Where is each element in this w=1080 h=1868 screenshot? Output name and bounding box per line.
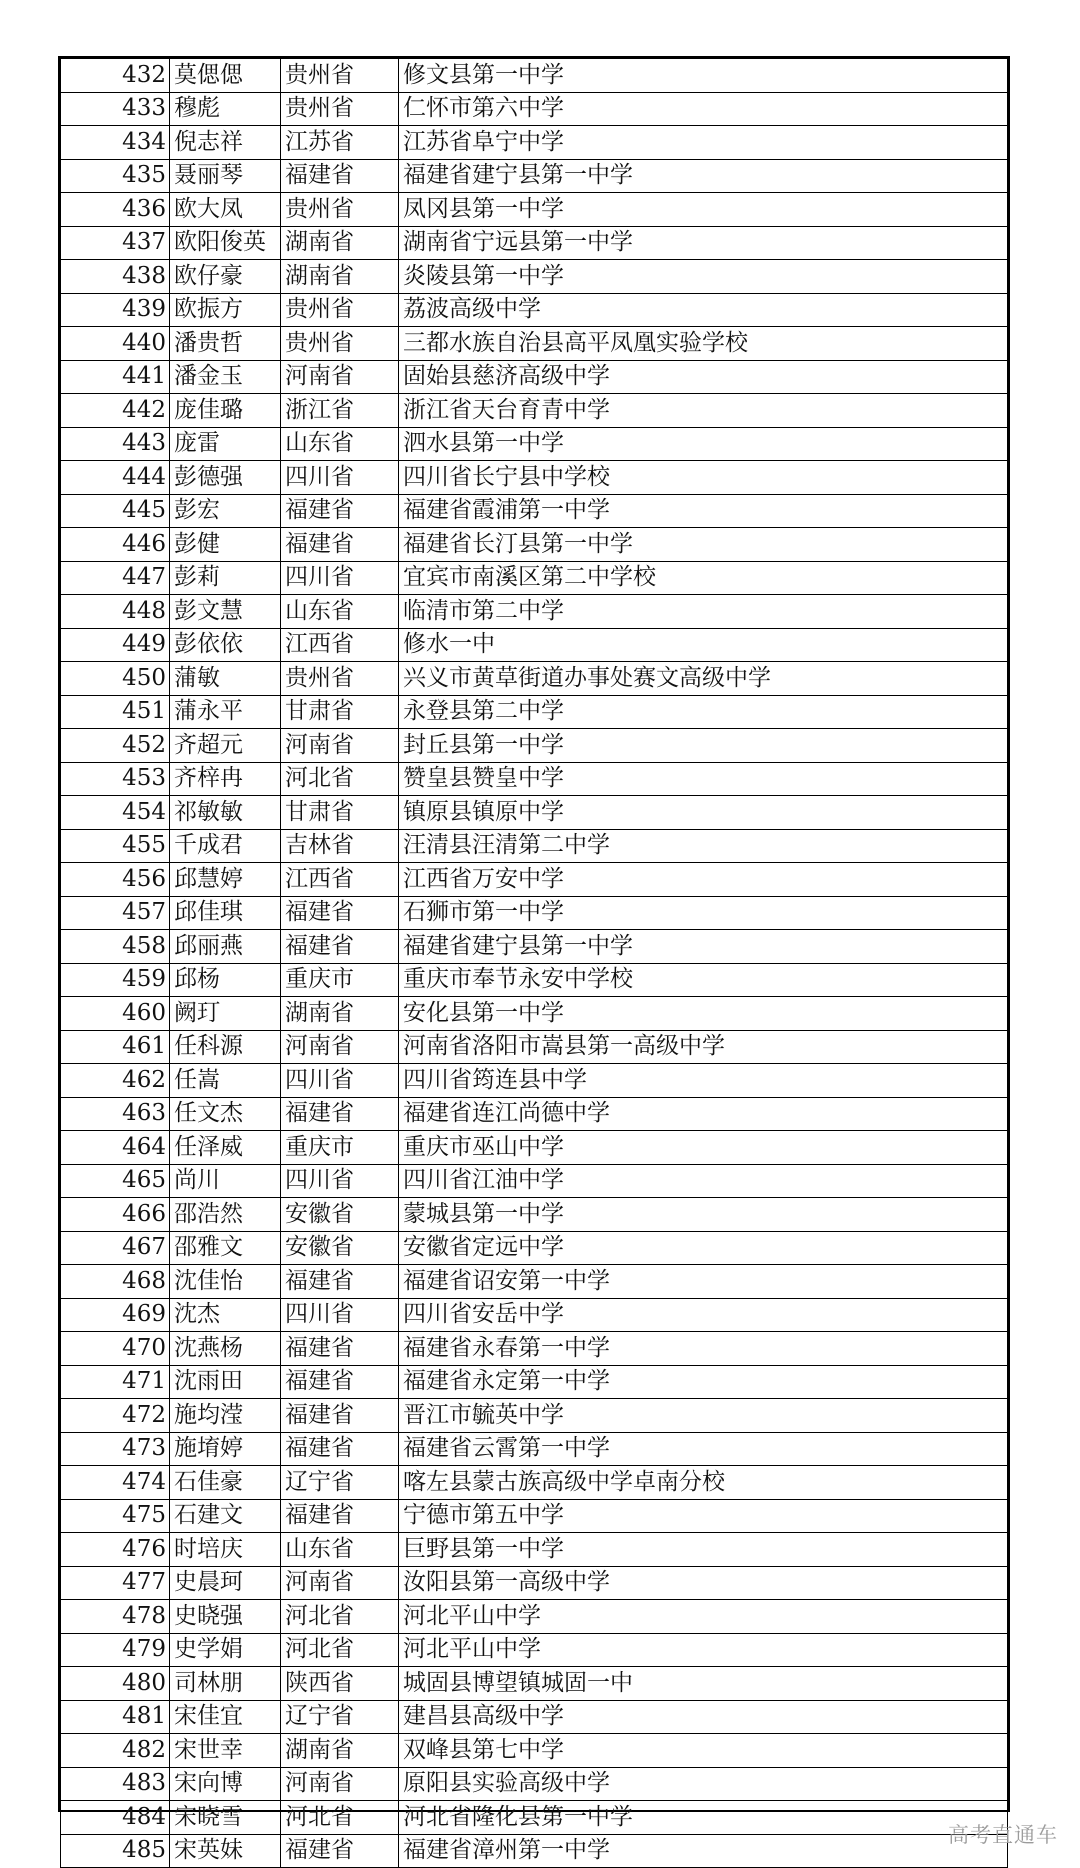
table-row — [61, 394, 1008, 428]
cell-name: 聂丽琴 — [170, 159, 281, 193]
cell-school: 河北平山中学 — [399, 1600, 1008, 1634]
table-row — [61, 1767, 1008, 1801]
cell-name: 彭文慧 — [170, 595, 281, 629]
cell-school: 河北省隆化县第一中学 — [399, 1801, 1008, 1835]
cell-name: 史晨珂 — [170, 1566, 281, 1600]
cell-province: 山东省 — [281, 427, 399, 461]
cell-name: 阙玎 — [170, 997, 281, 1031]
cell-name: 任科源 — [170, 1030, 281, 1064]
cell-province: 河南省 — [281, 1030, 399, 1064]
cell-school: 三都水族自治县高平凤凰实验学校 — [399, 327, 1008, 361]
cell-province: 福建省 — [281, 930, 399, 964]
cell-name: 彭莉 — [170, 561, 281, 595]
cell-number: 457 — [61, 896, 170, 930]
cell-name: 史学娟 — [170, 1633, 281, 1667]
table-row — [61, 1131, 1008, 1165]
cell-name: 祁敏敏 — [170, 796, 281, 830]
cell-number: 484 — [61, 1801, 170, 1835]
cell-name: 沈雨田 — [170, 1365, 281, 1399]
cell-province: 四川省 — [281, 561, 399, 595]
cell-school: 修水一中 — [399, 628, 1008, 662]
cell-name: 宋晓雪 — [170, 1801, 281, 1835]
cell-name: 沈燕杨 — [170, 1332, 281, 1366]
cell-school: 宜宾市南溪区第二中学校 — [399, 561, 1008, 595]
cell-number: 433 — [61, 92, 170, 126]
table-row — [61, 829, 1008, 863]
cell-name: 史晓强 — [170, 1600, 281, 1634]
cell-name: 宋佳宜 — [170, 1700, 281, 1734]
cell-school: 炎陵县第一中学 — [399, 260, 1008, 294]
cell-name: 施堉婷 — [170, 1432, 281, 1466]
table-row — [61, 1064, 1008, 1098]
cell-number: 479 — [61, 1633, 170, 1667]
cell-number: 436 — [61, 193, 170, 227]
cell-school: 仁怀市第六中学 — [399, 92, 1008, 126]
table-row — [61, 126, 1008, 160]
cell-province: 福建省 — [281, 896, 399, 930]
table-row — [61, 1432, 1008, 1466]
cell-number: 478 — [61, 1600, 170, 1634]
table-row — [61, 1265, 1008, 1299]
cell-school: 福建省永春第一中学 — [399, 1332, 1008, 1366]
cell-school: 原阳县实验高级中学 — [399, 1767, 1008, 1801]
cell-name: 欧仔豪 — [170, 260, 281, 294]
cell-province: 贵州省 — [281, 59, 399, 93]
cell-number: 448 — [61, 595, 170, 629]
cell-province: 福建省 — [281, 1365, 399, 1399]
table-row — [61, 1198, 1008, 1232]
cell-number: 434 — [61, 126, 170, 160]
cell-number: 449 — [61, 628, 170, 662]
table-row — [61, 494, 1008, 528]
cell-number: 453 — [61, 762, 170, 796]
cell-school: 兴义市黄草街道办事处赛文高级中学 — [399, 662, 1008, 696]
cell-province: 贵州省 — [281, 327, 399, 361]
cell-school: 湖南省宁远县第一中学 — [399, 226, 1008, 260]
table-row — [61, 1332, 1008, 1366]
table-row — [61, 628, 1008, 662]
cell-number: 452 — [61, 729, 170, 763]
cell-number: 462 — [61, 1064, 170, 1098]
cell-province: 福建省 — [281, 1499, 399, 1533]
cell-school: 福建省云霄第一中学 — [399, 1432, 1008, 1466]
cell-school: 临清市第二中学 — [399, 595, 1008, 629]
cell-school: 重庆市奉节永安中学校 — [399, 963, 1008, 997]
cell-province: 贵州省 — [281, 662, 399, 696]
table-row — [61, 762, 1008, 796]
table-row — [61, 1734, 1008, 1768]
cell-number: 444 — [61, 461, 170, 495]
cell-province: 甘肃省 — [281, 796, 399, 830]
cell-number: 469 — [61, 1298, 170, 1332]
cell-name: 尚川 — [170, 1164, 281, 1198]
table-row — [61, 863, 1008, 897]
cell-name: 欧大凤 — [170, 193, 281, 227]
table-row — [61, 528, 1008, 562]
cell-number: 460 — [61, 997, 170, 1031]
cell-number: 432 — [61, 59, 170, 93]
cell-name: 蒲永平 — [170, 695, 281, 729]
table-row — [61, 1097, 1008, 1131]
cell-name: 宋世幸 — [170, 1734, 281, 1768]
cell-name: 邵雅文 — [170, 1231, 281, 1265]
cell-number: 450 — [61, 662, 170, 696]
cell-school: 福建省霞浦第一中学 — [399, 494, 1008, 528]
table-row — [61, 1533, 1008, 1567]
table-row — [61, 1030, 1008, 1064]
cell-number: 445 — [61, 494, 170, 528]
cell-school: 泗水县第一中学 — [399, 427, 1008, 461]
cell-province: 辽宁省 — [281, 1700, 399, 1734]
table-row — [61, 159, 1008, 193]
cell-school: 河北平山中学 — [399, 1633, 1008, 1667]
cell-school: 福建省诏安第一中学 — [399, 1265, 1008, 1299]
cell-name: 宋向博 — [170, 1767, 281, 1801]
cell-school: 蒙城县第一中学 — [399, 1198, 1008, 1232]
cell-province: 河南省 — [281, 1566, 399, 1600]
cell-name: 石建文 — [170, 1499, 281, 1533]
cell-school: 喀左县蒙古族高级中学卓南分校 — [399, 1466, 1008, 1500]
table-row — [61, 193, 1008, 227]
table-row — [61, 1231, 1008, 1265]
cell-name: 庞雷 — [170, 427, 281, 461]
cell-number: 463 — [61, 1097, 170, 1131]
cell-name: 彭德强 — [170, 461, 281, 495]
cell-school: 福建省建宁县第一中学 — [399, 159, 1008, 193]
cell-province: 四川省 — [281, 461, 399, 495]
table-row — [61, 1566, 1008, 1600]
table-row — [61, 729, 1008, 763]
cell-school: 建昌县高级中学 — [399, 1700, 1008, 1734]
table-row — [61, 1499, 1008, 1533]
cell-school: 福建省连江尚德中学 — [399, 1097, 1008, 1131]
cell-province: 福建省 — [281, 1332, 399, 1366]
cell-province: 陕西省 — [281, 1667, 399, 1701]
cell-name: 任泽威 — [170, 1131, 281, 1165]
cell-name: 任文杰 — [170, 1097, 281, 1131]
cell-province: 福建省 — [281, 1097, 399, 1131]
cell-school: 四川省安岳中学 — [399, 1298, 1008, 1332]
cell-name: 潘金玉 — [170, 360, 281, 394]
cell-number: 437 — [61, 226, 170, 260]
cell-school: 安徽省定远中学 — [399, 1231, 1008, 1265]
cell-name: 欧阳俊英 — [170, 226, 281, 260]
cell-province: 重庆市 — [281, 1131, 399, 1165]
cell-province: 河北省 — [281, 762, 399, 796]
cell-school: 四川省江油中学 — [399, 1164, 1008, 1198]
cell-name: 欧振方 — [170, 293, 281, 327]
cell-school: 汝阳县第一高级中学 — [399, 1566, 1008, 1600]
cell-province: 湖南省 — [281, 997, 399, 1031]
table-row — [61, 1600, 1008, 1634]
cell-number: 482 — [61, 1734, 170, 1768]
cell-school: 双峰县第七中学 — [399, 1734, 1008, 1768]
cell-number: 475 — [61, 1499, 170, 1533]
table-row — [61, 461, 1008, 495]
table-row — [61, 1365, 1008, 1399]
cell-province: 贵州省 — [281, 293, 399, 327]
cell-number: 441 — [61, 360, 170, 394]
cell-name: 施均滢 — [170, 1399, 281, 1433]
cell-name: 齐超元 — [170, 729, 281, 763]
table-row — [61, 427, 1008, 461]
table-row — [61, 293, 1008, 327]
table-row — [61, 1298, 1008, 1332]
cell-number: 435 — [61, 159, 170, 193]
cell-province: 福建省 — [281, 1265, 399, 1299]
table-row — [61, 1834, 1008, 1868]
table-row — [61, 561, 1008, 595]
cell-province: 福建省 — [281, 1399, 399, 1433]
cell-school: 福建省长汀县第一中学 — [399, 528, 1008, 562]
table-row — [61, 360, 1008, 394]
cell-school: 四川省筠连县中学 — [399, 1064, 1008, 1098]
cell-province: 河北省 — [281, 1633, 399, 1667]
cell-number: 471 — [61, 1365, 170, 1399]
cell-school: 赞皇县赞皇中学 — [399, 762, 1008, 796]
table-row — [61, 260, 1008, 294]
cell-province: 河北省 — [281, 1801, 399, 1835]
table-row — [61, 963, 1008, 997]
cell-province: 四川省 — [281, 1064, 399, 1098]
cell-province: 河南省 — [281, 729, 399, 763]
cell-number: 467 — [61, 1231, 170, 1265]
cell-province: 河南省 — [281, 360, 399, 394]
cell-name: 庞佳璐 — [170, 394, 281, 428]
cell-number: 476 — [61, 1533, 170, 1567]
cell-province: 重庆市 — [281, 963, 399, 997]
cell-number: 439 — [61, 293, 170, 327]
cell-number: 464 — [61, 1131, 170, 1165]
cell-number: 470 — [61, 1332, 170, 1366]
cell-school: 石狮市第一中学 — [399, 896, 1008, 930]
cell-province: 江西省 — [281, 628, 399, 662]
cell-school: 荔波高级中学 — [399, 293, 1008, 327]
cell-school: 江西省万安中学 — [399, 863, 1008, 897]
cell-province: 福建省 — [281, 159, 399, 193]
table-row — [61, 662, 1008, 696]
cell-school: 浙江省天台育青中学 — [399, 394, 1008, 428]
cell-number: 456 — [61, 863, 170, 897]
table-row — [61, 695, 1008, 729]
cell-province: 江苏省 — [281, 126, 399, 160]
table-row — [61, 595, 1008, 629]
cell-name: 莫偲偲 — [170, 59, 281, 93]
table-row — [61, 92, 1008, 126]
cell-school: 城固县博望镇城固一中 — [399, 1667, 1008, 1701]
cell-name: 沈杰 — [170, 1298, 281, 1332]
cell-name: 时培庆 — [170, 1533, 281, 1567]
cell-name: 蒲敏 — [170, 662, 281, 696]
cell-number: 438 — [61, 260, 170, 294]
cell-province: 福建省 — [281, 1432, 399, 1466]
table-row — [61, 1700, 1008, 1734]
cell-name: 邵浩然 — [170, 1198, 281, 1232]
cell-number: 451 — [61, 695, 170, 729]
cell-number: 447 — [61, 561, 170, 595]
cell-name: 彭健 — [170, 528, 281, 562]
cell-school: 安化县第一中学 — [399, 997, 1008, 1031]
cell-province: 山东省 — [281, 595, 399, 629]
cell-province: 甘肃省 — [281, 695, 399, 729]
cell-province: 河北省 — [281, 1600, 399, 1634]
cell-school: 固始县慈济高级中学 — [399, 360, 1008, 394]
cell-school: 福建省漳州第一中学 — [399, 1834, 1008, 1868]
cell-school: 宁德市第五中学 — [399, 1499, 1008, 1533]
table-row — [61, 59, 1008, 93]
cell-school: 晋江市毓英中学 — [399, 1399, 1008, 1433]
cell-number: 461 — [61, 1030, 170, 1064]
cell-number: 473 — [61, 1432, 170, 1466]
table-row — [61, 1164, 1008, 1198]
cell-name: 司林朋 — [170, 1667, 281, 1701]
cell-school: 重庆市巫山中学 — [399, 1131, 1008, 1165]
table-row — [61, 796, 1008, 830]
cell-school: 河南省洛阳市嵩县第一高级中学 — [399, 1030, 1008, 1064]
roster-table-body — [61, 59, 1008, 1868]
table-row — [61, 1633, 1008, 1667]
cell-name: 沈佳怡 — [170, 1265, 281, 1299]
cell-province: 四川省 — [281, 1164, 399, 1198]
cell-number: 465 — [61, 1164, 170, 1198]
table-row — [61, 1466, 1008, 1500]
cell-number: 468 — [61, 1265, 170, 1299]
cell-school: 镇原县镇原中学 — [399, 796, 1008, 830]
cell-province: 湖南省 — [281, 1734, 399, 1768]
cell-province: 福建省 — [281, 1834, 399, 1868]
cell-school: 巨野县第一中学 — [399, 1533, 1008, 1567]
cell-province: 贵州省 — [281, 92, 399, 126]
cell-name: 邱杨 — [170, 963, 281, 997]
cell-school: 四川省长宁县中学校 — [399, 461, 1008, 495]
cell-province: 浙江省 — [281, 394, 399, 428]
cell-name: 千成君 — [170, 829, 281, 863]
table-row — [61, 226, 1008, 260]
cell-school: 江苏省阜宁中学 — [399, 126, 1008, 160]
cell-number: 443 — [61, 427, 170, 461]
cell-province: 安徽省 — [281, 1231, 399, 1265]
cell-province: 湖南省 — [281, 260, 399, 294]
cell-number: 485 — [61, 1834, 170, 1868]
cell-number: 459 — [61, 963, 170, 997]
cell-number: 474 — [61, 1466, 170, 1500]
cell-number: 455 — [61, 829, 170, 863]
cell-name: 潘贵哲 — [170, 327, 281, 361]
cell-name: 倪志祥 — [170, 126, 281, 160]
cell-name: 彭依依 — [170, 628, 281, 662]
table-row — [61, 1399, 1008, 1433]
cell-name: 穆彪 — [170, 92, 281, 126]
watermark-text: 高考直通车 — [948, 1823, 1058, 1847]
cell-number: 446 — [61, 528, 170, 562]
cell-name: 邱丽燕 — [170, 930, 281, 964]
cell-name: 邱佳琪 — [170, 896, 281, 930]
cell-number: 458 — [61, 930, 170, 964]
cell-province: 福建省 — [281, 528, 399, 562]
cell-number: 442 — [61, 394, 170, 428]
cell-name: 邱慧婷 — [170, 863, 281, 897]
cell-school: 修文县第一中学 — [399, 59, 1008, 93]
table-row — [61, 1667, 1008, 1701]
cell-name: 齐梓冉 — [170, 762, 281, 796]
cell-number: 472 — [61, 1399, 170, 1433]
cell-number: 477 — [61, 1566, 170, 1600]
cell-name: 彭宏 — [170, 494, 281, 528]
cell-name: 石佳豪 — [170, 1466, 281, 1500]
table-row — [61, 896, 1008, 930]
cell-school: 永登县第二中学 — [399, 695, 1008, 729]
cell-province: 山东省 — [281, 1533, 399, 1567]
cell-school: 封丘县第一中学 — [399, 729, 1008, 763]
cell-name: 宋英妹 — [170, 1834, 281, 1868]
table-row — [61, 997, 1008, 1031]
table-row — [61, 1801, 1008, 1835]
roster-table — [60, 58, 1008, 1868]
cell-number: 466 — [61, 1198, 170, 1232]
table-row — [61, 930, 1008, 964]
cell-school: 汪清县汪清第二中学 — [399, 829, 1008, 863]
cell-number: 454 — [61, 796, 170, 830]
cell-province: 四川省 — [281, 1298, 399, 1332]
cell-province: 安徽省 — [281, 1198, 399, 1232]
cell-province: 福建省 — [281, 494, 399, 528]
cell-province: 辽宁省 — [281, 1466, 399, 1500]
cell-province: 贵州省 — [281, 193, 399, 227]
cell-school: 福建省建宁县第一中学 — [399, 930, 1008, 964]
cell-province: 江西省 — [281, 863, 399, 897]
cell-school: 福建省永定第一中学 — [399, 1365, 1008, 1399]
cell-name: 任嵩 — [170, 1064, 281, 1098]
cell-province: 湖南省 — [281, 226, 399, 260]
cell-number: 481 — [61, 1700, 170, 1734]
cell-number: 440 — [61, 327, 170, 361]
table-row — [61, 327, 1008, 361]
cell-province: 吉林省 — [281, 829, 399, 863]
cell-number: 480 — [61, 1667, 170, 1701]
cell-number: 483 — [61, 1767, 170, 1801]
cell-school: 凤冈县第一中学 — [399, 193, 1008, 227]
cell-province: 河南省 — [281, 1767, 399, 1801]
